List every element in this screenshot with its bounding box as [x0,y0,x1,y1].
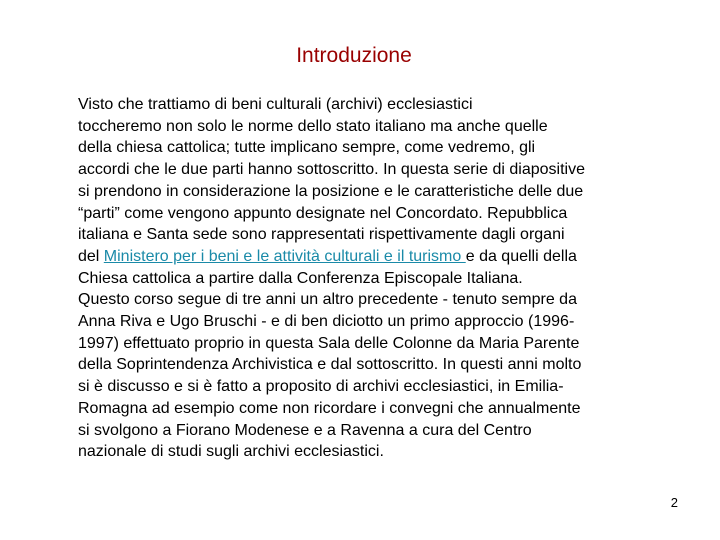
text-line: accordi che le due parti hanno sottoscritto. In questa serie di diapositive [78,161,585,179]
text-line: Visto che trattiamo di beni culturali (archivi) ecclesiastici [78,96,473,113]
text-line: della Soprintendenza Archivistica e dal sottoscritto. In questi anni molto [78,356,582,374]
text-line: si è discusso e si è fatto a proposito di archivi ecclesiastici, in Emilia- [78,378,564,396]
page-number: 2 [670,495,678,510]
text-line: Anna Riva e Ugo Bruschi - e di ben diciotto un primo approccio (1996- [78,313,575,331]
ministero-link[interactable]: Ministero per i beni e le attività culturali e il turismo [103,247,466,265]
text-line: Questo corso segue di tre anni un altro precedente - tenuto sempre da [78,291,577,309]
text-line: 1997) effettuato proprio in questa Sala delle Colonne da Maria Parente [78,334,580,352]
text-segment: e da quelli della [465,247,577,265]
text-segment: del [78,247,104,265]
text-line: “parti” come vengono appunto designate nel Concordato. Repubblica [78,204,568,222]
text-line: Chiesa cattolica a partire dalla Conferenza Episcopale Italiana. [78,269,523,287]
text-line: Romagna ad esempio come non ricordare i convegni che annualmente [78,399,581,417]
text-line: della chiesa cattolica; tutte implicano sempre, come vedremo, gli [78,139,536,157]
text-line: toccheremo non solo le norme dello stato italiano ma anche quelle [78,117,548,135]
text-line: si prendono in considerazione la posizione e le caratteristiche delle due [78,182,584,200]
text-line: italiana e Santa sede sono rappresentati rispettivamente dagli organi [78,226,565,244]
slide-title: Introduzione [296,44,412,67]
text-line: si svolgono a Fiorano Modenese e a Ravenna a cura del Centro [78,421,532,439]
text-line-with-link [78,246,678,268]
body-text [78,94,678,463]
text-line: nazionale di studi sugli archivi ecclesiastici. [78,443,384,461]
